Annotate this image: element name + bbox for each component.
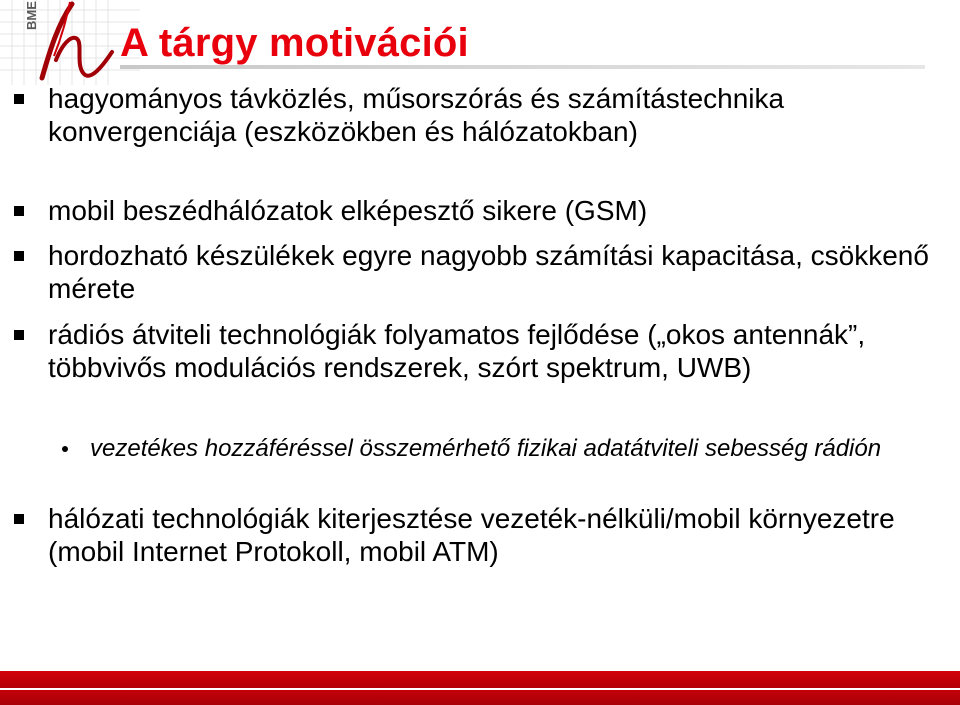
- square-bullet-icon: [14, 251, 24, 261]
- bullet-text: hordozható készülékek egyre nagyobb számítási kapacitása, csökkenő mérete: [48, 240, 929, 304]
- square-bullet-icon: [14, 330, 24, 340]
- bullet-text: rádiós átviteli technológiák folyamatos fejlődése („okos antennák”, többvivős modulációs rendszerek, szórt spektrum, UWB): [48, 319, 866, 383]
- bullet-item: [48, 502, 953, 568]
- bullet-text: mobil beszédhálózatok elképesztő sikere (GSM): [48, 195, 648, 226]
- title-underline: [120, 65, 925, 69]
- bullet-item: [48, 318, 953, 384]
- footer-bar: [0, 671, 960, 705]
- sub-bullet-item: [90, 435, 950, 463]
- bullet-item: [48, 82, 953, 148]
- bme-logo-icon: [12, 0, 122, 82]
- square-bullet-icon: [14, 94, 24, 104]
- footer-stripe-bottom: [0, 690, 960, 705]
- bullet-text: hálózati technológiák kiterjesztése vezeték-nélküli/mobil környezetre (mobil Internet Protokoll, mobil ATM): [48, 503, 895, 567]
- bullet-text: hagyományos távközlés, műsorszórás és számítástechnika konvergenciája (eszközökben és hálózatokban): [48, 83, 785, 147]
- round-bullet-icon: [62, 446, 68, 452]
- square-bullet-icon: [14, 206, 24, 216]
- slide-title: A tárgy motivációi: [120, 21, 469, 65]
- logo-text: BME: [24, 1, 39, 30]
- sub-bullet-text: vezetékes hozzáféréssel összemérhető fizikai adatátviteli sebesség rádión: [90, 435, 882, 462]
- footer-stripe-top: [0, 671, 960, 688]
- bullet-item: [48, 194, 953, 227]
- square-bullet-icon: [14, 514, 24, 524]
- bullet-item: [48, 239, 953, 305]
